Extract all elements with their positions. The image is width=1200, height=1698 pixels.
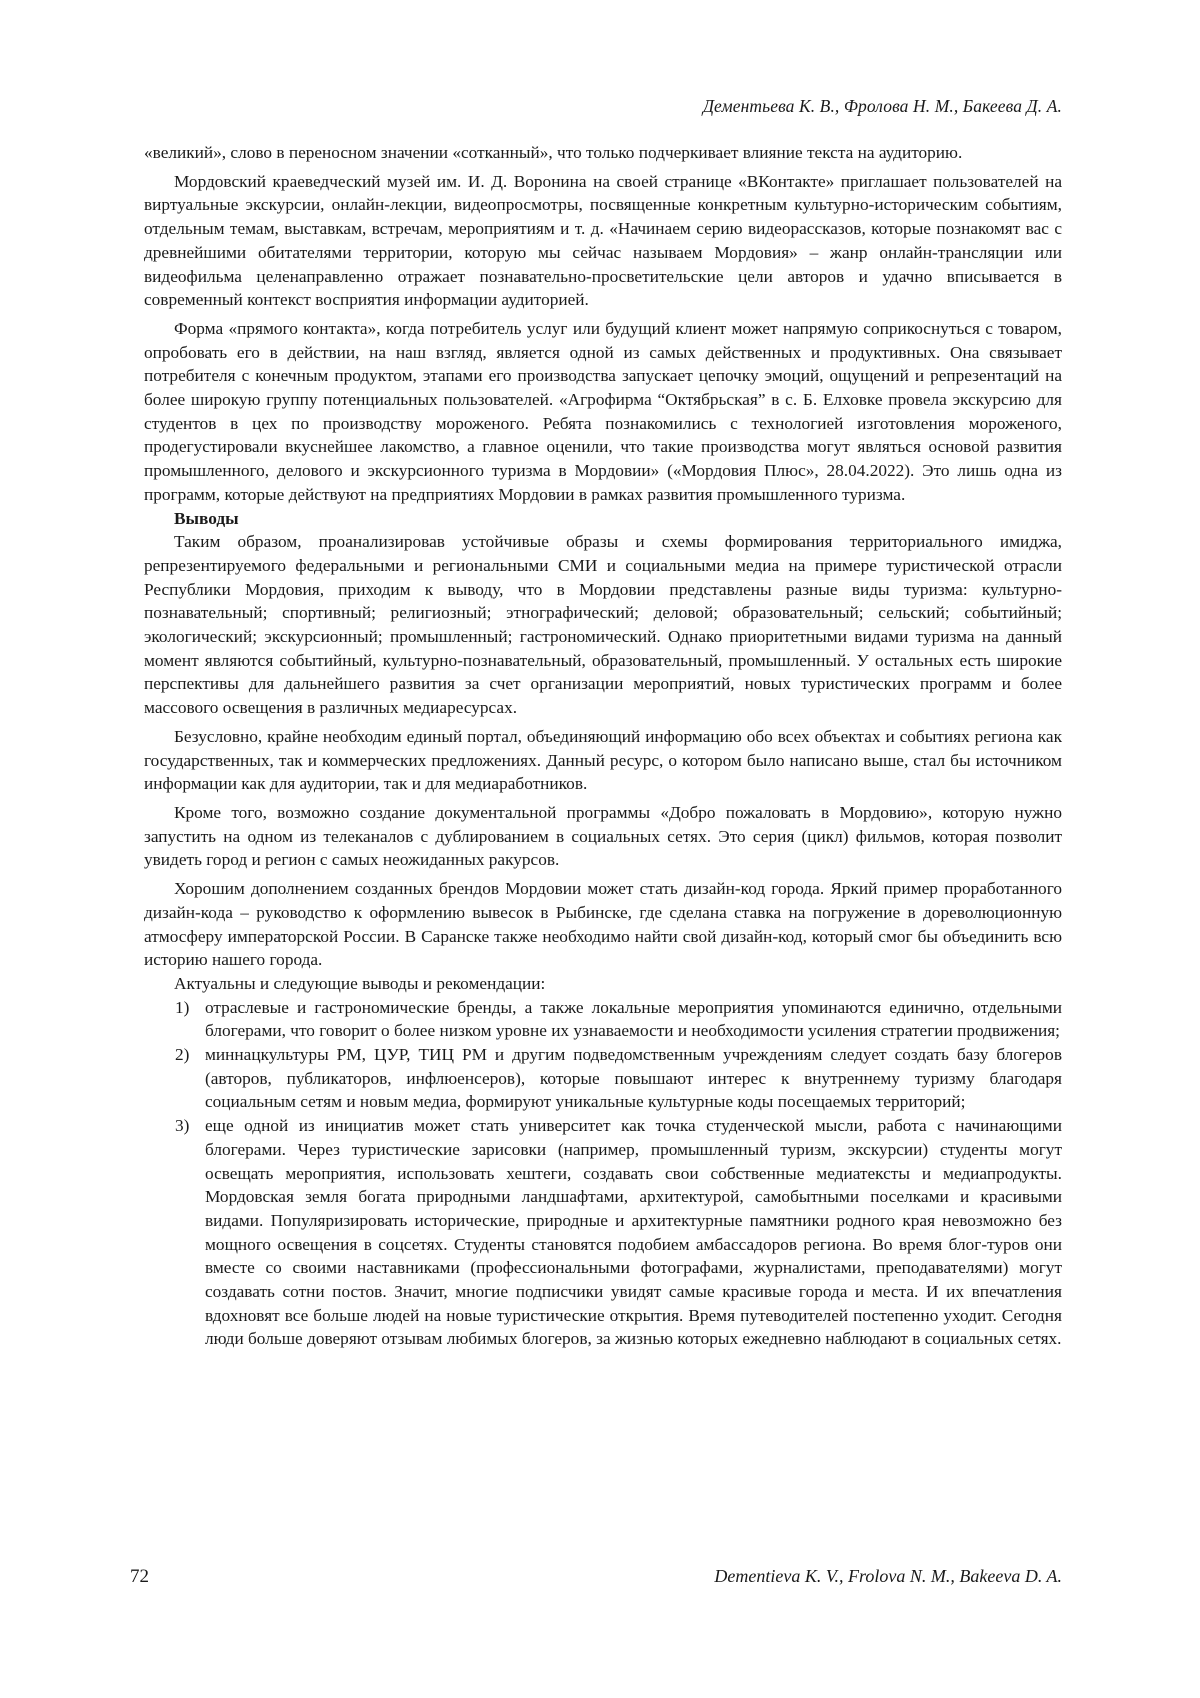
list-item [144,1114,1062,1351]
list-marker: 3) [175,1116,190,1136]
list-item [144,996,1062,1043]
running-footer-authors: Dementieva K. V., Frolova N. M., Bakeeva D. A. [714,1566,1062,1586]
running-header-authors: Дементьева К. В., Фролова Н. М., Бакеева Д. А. [702,96,1062,116]
paragraph-8: Актуальны и следующие выводы и рекомендации: [174,973,546,993]
section-heading-conclusions: Выводы [174,508,239,528]
list-marker: 2) [175,1045,190,1065]
article-body [144,141,1062,1351]
paragraph-1: «великий», слово в переносном значении «сотканный», что только подчеркивает влияние текста на аудиторию. [144,143,963,162]
paragraph-4: Таким образом, проанализировав устойчивые образы и схемы формирования территориального имиджа, репрезентируемого федеральными и региональными СМИ и социальными медиа на примере туристической отрасли Республики Мордовия, приходим к выводу, что в Мордовии представлены разные виды туризма: культурно-познавательный; спортивный; религиозный; этнографический; деловой; образовательный; сельский; событийный; экологический; экскурсионный; промышленный; гастрономический. Однако приоритетными видами туризма на данный момент являются событийный, культурно-познавательный, образовательный, промышленный. У остальных есть широкие перспективы для дальнейшего развития за счет организации мероприятий, новых туристических программ и более массового освещения в различных медиаресурсах. [144,532,1062,718]
paragraph-3: Форма «прямого контакта», когда потребитель услуг или будущий клиент может напрямую соприкоснуться с товаром, опробовать его в действии, на наш взгляд, является одной из самых действенных и продуктивных. Она связывает потребителя с конечным продуктом, этапами его производства запускает цепочку эмоций, ощущений и репрезентаций на более широкую группу потенциальных пользователей. «Агрофирма “Октябрьская” в с. Б. Елховке провела экскурсию для студентов в цех по производству мороженого. Ребята познакомились с технологией изготовления мороженого, продегустировали вкуснейшее лакомство, а главное оценили, что такие производства могут являться основой развития промышленного, делового и экскурсионного туризма в Мордовии» («Мордовия Плюс», 28.04.2022). Это лишь одна из программ, которые действуют на предприятиях Мордовии в рамках развития промышленного туризма. [144,318,1062,504]
page-number: 72 [130,1566,149,1587]
paragraph-7: Хорошим дополнением созданных брендов Мордовии может стать дизайн-код города. Яркий пример проработанного дизайн-кода – руководство к оформлению вывесок в Рыбинске, где сделана ставка на погружение в дореволюционную атмосферу императорской России. В Саранске также необходимо найти свой дизайн-код, который смог бы объединить всю историю нашего города. [144,879,1062,970]
list-marker: 1) [175,997,190,1017]
list-item [144,1043,1062,1114]
paragraph-5: Безусловно, крайне необходим единый портал, объединяющий информацию обо всех объектах и событиях региона как государственных, так и коммерческих предложениях. Данный ресурс, о котором было написано выше, стал бы источником информации как для аудитории, так и для медиаработников. [144,726,1062,794]
list-item-text: отраслевые и гастрономические бренды, а также локальные мероприятия упоминаются единично, отдельными блогерами, что говорит о более низком уровне их узнаваемости и необходимости усиления стратегии продвижения; [205,997,1062,1041]
recommendations-list [144,996,1062,1352]
list-item-text: еще одной из инициатив может стать университет как точка студенческой мысли, работа с начинающими блогерами. Через туристические зарисовки (например, промышленный туризм, экскурсии) студенты могут освещать мероприятия, использовать хештеги, создавать свои собственные медиатексты и медиапродукты. Мордовская земля богата природными ландшафтами, архитектурой, самобытными поселками и красивыми видами. Популяризировать исторические, природные и архитектурные памятники родного края невозможно без мощного освещения в соцсетях. Студенты становятся подобием амбассадоров региона. Во время блог-туров они вместе со своими наставниками (профессиональными фотографами, журналистами, преподавателями) могут создавать сотни постов. Значит, многие подписчики увидят самые красивые города и места. И их впечатления вдохновят все больше людей на новые туристические открытия. Время путеводителей постепенно уходит. Сегодня люди больше доверяют отзывам любимых блогеров, за жизнью которых ежедневно наблюдают в социальных сетях. [205,1116,1062,1349]
paragraph-2: Мордовский краеведческий музей им. И. Д. Воронина на своей странице «ВКонтакте» приглашает пользователей на виртуальные экскурсии, онлайн-лекции, видеопросмотры, посвященные конкретным культурно-историческим событиям, отдельным темам, выставкам, встречам, мероприятиям и т. д. «Начинаем серию видеорассказов, которые познакомят вас с древнейшими обитателями территории, которую мы сейчас называем Мордовия» – жанр онлайн-трансляции или видеофильма целенаправленно отражает познавательно-просветительские цели авторов и удачно вписывается в современный контекст восприятия информации аудиторией. [144,171,1062,310]
list-item-text: миннацкультуры РМ, ЦУР, ТИЦ РМ и другим подведомственным учреждениям следует создать базу блогеров (авторов, публикаторов, инфлюенсеров), которые повышают интерес к внутреннему туризму благодаря социальным сетям и новым медиа, формируют уникальные культурные коды посещаемых территорий; [205,1045,1062,1112]
paragraph-6: Кроме того, возможно создание документальной программы «Добро пожаловать в Мордовию», которую нужно запустить на одном из телеканалов с дублированием в социальных сетях. Это серия (цикл) фильмов, которая позволит увидеть город и регион с самых неожиданных ракурсов. [144,802,1062,870]
